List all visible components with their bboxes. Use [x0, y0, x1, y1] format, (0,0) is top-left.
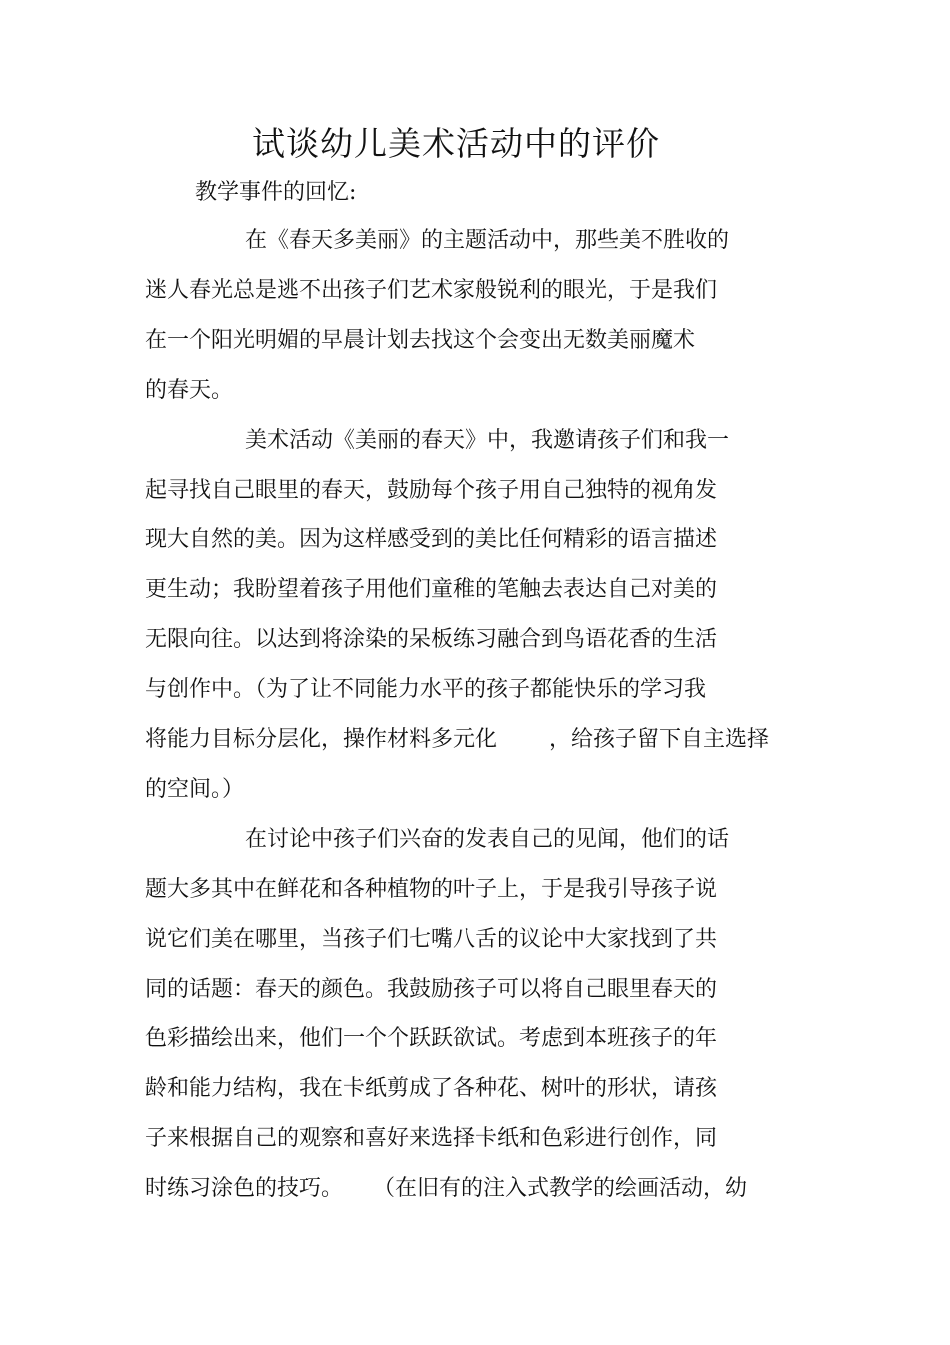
paragraph-line: 同的话题：春天的颜色。我鼓励孩子可以将自己眼里春天的: [145, 977, 718, 1002]
paragraph-line: 更生动；我盼望着孩子用他们童稚的笔触去表达自己对美的: [145, 577, 718, 602]
paragraph-line: 起寻找自己眼里的春天，鼓励每个孩子用自己独特的视角发: [145, 478, 718, 503]
paragraph-line: 现大自然的美。因为这样感受到的美比任何精彩的语言描述: [145, 527, 718, 552]
paragraph-line: 的春天。: [145, 378, 234, 403]
paragraph-line: 无限向往。以达到将涂染的呆板练习融合到鸟语花香的生活: [145, 627, 718, 652]
paragraph-line-part: （在旧有的注入式教学的绘画活动，幼: [373, 1176, 748, 1201]
paragraph-line-part: 将能力目标分层化，操作材料多元化: [145, 727, 498, 752]
paragraph-line: 的空间。）: [145, 777, 245, 802]
paragraph-line: 美术活动《美丽的春天》中，我邀请孩子们和我一: [245, 428, 730, 453]
paragraph-line: 题大多其中在鲜花和各种植物的叶子上，于是我引导孩子说: [145, 877, 718, 902]
paragraph-line: 与创作中。（为了让不同能力水平的孩子都能快乐的学习我: [145, 677, 707, 702]
paragraph-line: [145, 725, 769, 755]
paragraph-line: 说它们美在哪里，当孩子们七嘴八舌的议论中大家找到了共: [145, 927, 718, 952]
paragraph-line: 迷人春光总是逃不出孩子们艺术家般锐利的眼光，于是我们: [145, 278, 718, 303]
paragraph-line: 色彩描绘出来，他们一个个跃跃欲试。考虑到本班孩子的年: [145, 1026, 718, 1051]
paragraph-line: [145, 1174, 747, 1204]
paragraph-line: 在《春天多美丽》的主题活动中，那些美不胜收的: [245, 228, 730, 253]
paragraph-line: 子来根据自己的观察和喜好来选择卡纸和色彩进行创作，同: [145, 1126, 718, 1151]
paragraph-line: 在一个阳光明媚的早晨计划去找这个会变出无数美丽魔术: [145, 328, 696, 353]
paragraph-line-part: 时练习涂色的技巧。: [145, 1176, 344, 1201]
paragraph-line-part: ，给孩子留下自主选择: [549, 727, 770, 752]
document-title: 试谈幼儿美术活动中的评价: [252, 124, 660, 163]
paragraph-line: 在讨论中孩子们兴奋的发表自己的见闻，他们的话: [245, 827, 730, 852]
paragraph-line: 龄和能力结构，我在卡纸剪成了各种花、树叶的形状，请孩: [145, 1076, 718, 1101]
section-heading: 教学事件的回忆:: [195, 180, 357, 205]
